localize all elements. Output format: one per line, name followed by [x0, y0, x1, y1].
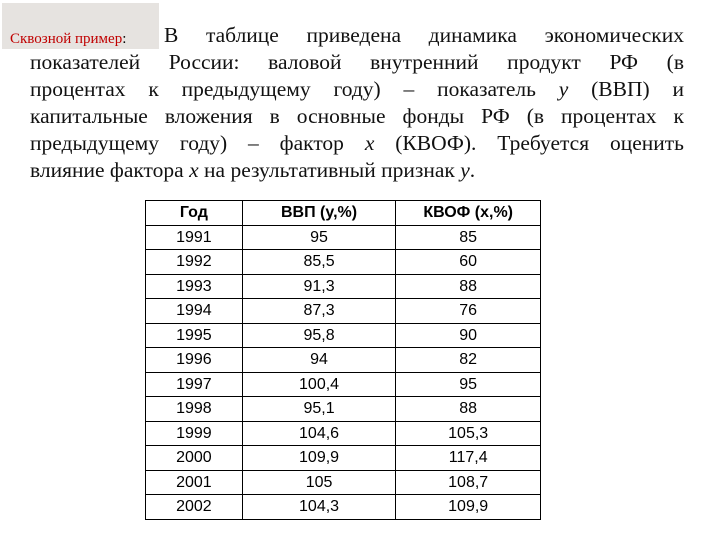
cell-investment: 82	[396, 348, 541, 373]
table-header-row	[146, 201, 541, 226]
paragraph-line-6-end: .	[469, 158, 476, 182]
cell-investment: 88	[396, 274, 541, 299]
cell-gdp: 91,3	[242, 274, 396, 299]
cell-gdp: 95,8	[242, 323, 396, 348]
cell-investment: 76	[396, 299, 541, 324]
cell-year: 1991	[146, 225, 243, 250]
cell-investment: 109,9	[396, 495, 541, 520]
variable-y: y	[558, 77, 569, 101]
cell-year: 1994	[146, 299, 243, 324]
cell-year: 1999	[146, 421, 243, 446]
cell-year: 1998	[146, 397, 243, 422]
cell-gdp: 95	[242, 225, 396, 250]
paragraph-line-1: В таблице приведена динамика экономических	[164, 23, 684, 47]
header-investment: КВОФ (x,%)	[396, 201, 541, 226]
data-table	[145, 200, 541, 520]
header-year: Год	[146, 201, 243, 226]
table-row	[146, 495, 541, 520]
cell-year: 2002	[146, 495, 243, 520]
table-row	[146, 421, 541, 446]
cell-gdp: 94	[242, 348, 396, 373]
paragraph-line-4: капитальные вложения в основные фонды РФ (в процентах к	[30, 104, 684, 128]
cell-gdp: 100,4	[242, 372, 396, 397]
cell-gdp: 109,9	[242, 446, 396, 471]
paragraph-line-6	[30, 157, 684, 184]
paragraph-line-3-tail: (ВВП) и	[568, 77, 684, 101]
table-row	[146, 470, 541, 495]
cell-investment: 88	[396, 397, 541, 422]
table-row	[146, 274, 541, 299]
cell-year: 2000	[146, 446, 243, 471]
cell-gdp: 85,5	[242, 250, 396, 275]
table-row	[146, 372, 541, 397]
cell-investment: 85	[396, 225, 541, 250]
cell-investment: 95	[396, 372, 541, 397]
cell-investment: 117,4	[396, 446, 541, 471]
table-row	[146, 323, 541, 348]
cell-investment: 108,7	[396, 470, 541, 495]
data-table-container	[145, 200, 541, 522]
paragraph-line-3-text: процентах к предыдущему году) – показатель	[30, 77, 559, 101]
cell-gdp: 104,6	[242, 421, 396, 446]
paragraph-line-2: показателей России: валовой внутренний продукт РФ (в	[30, 50, 684, 74]
variable-x: x	[364, 131, 375, 155]
cell-year: 1996	[146, 348, 243, 373]
paragraph-line-6-text: влияние фактора	[30, 158, 190, 182]
cell-gdp: 105	[242, 470, 396, 495]
table-row	[146, 446, 541, 471]
paragraph-line-3	[30, 76, 684, 103]
cell-gdp: 95,1	[242, 397, 396, 422]
variable-y: y	[460, 158, 470, 182]
cell-investment: 105,3	[396, 421, 541, 446]
problem-statement	[30, 22, 684, 184]
cell-gdp: 104,3	[242, 495, 396, 520]
table-row	[146, 225, 541, 250]
paragraph-line-5-text: предыдущему году) – фактор	[30, 131, 365, 155]
cell-year: 1993	[146, 274, 243, 299]
cell-investment: 60	[396, 250, 541, 275]
table-row	[146, 299, 541, 324]
paragraph-line-5-tail: (КВОФ). Требуется оценить	[374, 131, 684, 155]
table-row	[146, 348, 541, 373]
cell-year: 2001	[146, 470, 243, 495]
cell-year: 1997	[146, 372, 243, 397]
table-row	[146, 397, 541, 422]
cell-gdp: 87,3	[242, 299, 396, 324]
cell-year: 1995	[146, 323, 243, 348]
variable-x: x	[189, 158, 199, 182]
header-gdp: ВВП (y,%)	[242, 201, 396, 226]
paragraph-line-6-mid: на результативный признак	[198, 158, 461, 182]
cell-investment: 90	[396, 323, 541, 348]
paragraph-line-5	[30, 130, 684, 157]
table-row	[146, 250, 541, 275]
example-label-colon: :	[122, 31, 127, 47]
cell-year: 1992	[146, 250, 243, 275]
example-label-text: Сквозной пример	[10, 31, 123, 47]
